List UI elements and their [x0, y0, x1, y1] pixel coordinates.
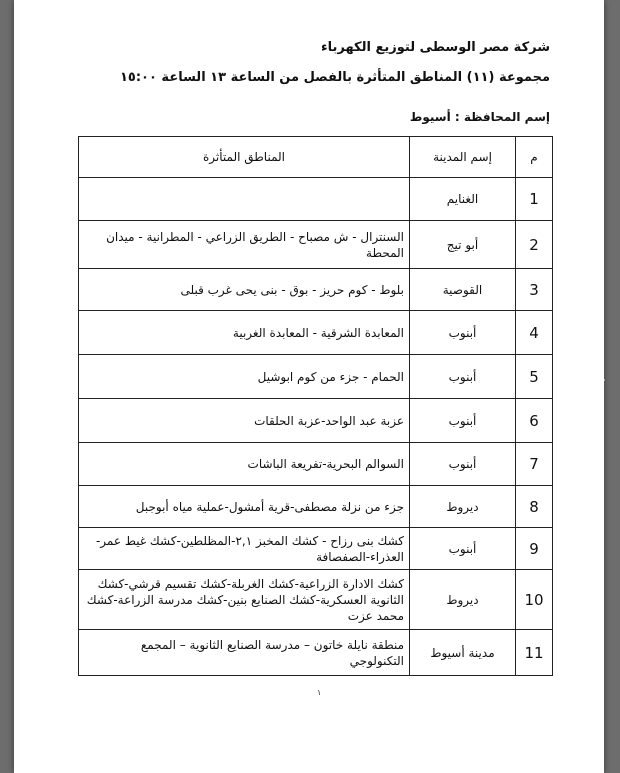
next-page-button[interactable] [580, 356, 610, 404]
governorate-line: إسم المحافظة : أسيوط [409, 110, 550, 124]
table-row [79, 443, 553, 486]
table-row [79, 528, 553, 570]
row-num: 3 [516, 269, 553, 311]
document-page [14, 0, 604, 773]
table-row [79, 399, 553, 443]
row-areas: المعابدة الشرقية - المعابدة الغربية [79, 311, 410, 355]
row-city: الغنايم [410, 178, 516, 221]
row-num: 6 [516, 399, 553, 443]
row-areas: السنترال - ش مصباح - الطريق الزراعي - المطرانية - ميدان المحطة [79, 221, 410, 269]
row-areas: كشك بنى رزاح - كشك المخبز ٢,١-المظلطين-كشك غيط عمر-العذراء-الصفصافة [79, 528, 410, 570]
group-schedule-line: مجموعة (١١) المناطق المتأثرة بالفصل من الساعة ١٣ الساعة ١٥:٠٠ [119, 70, 550, 85]
row-areas: السوالم البحرية-تفريعة الباشات [79, 443, 410, 486]
table-row [79, 570, 553, 630]
table-row [79, 311, 553, 355]
row-areas [79, 178, 410, 221]
row-num: 8 [516, 486, 553, 528]
chevron-left-icon [12, 358, 38, 402]
row-city: مدينة أسيوط [410, 630, 516, 676]
row-areas: منطقة نايلة خاتون – مدرسة الصنايع الثانوية – المجمع التكنولوجي [79, 630, 410, 676]
row-areas: الحمام - جزء من كوم ابوشيل [79, 355, 410, 399]
row-city: أبنوب [410, 399, 516, 443]
row-city: أبنوب [410, 443, 516, 486]
table-row [79, 221, 553, 269]
row-city: أبو تيج [410, 221, 516, 269]
row-city: أبنوب [410, 355, 516, 399]
company-title: شركة مصر الوسطى لتوزيع الكهرباء [320, 40, 550, 55]
row-city: القوصية [410, 269, 516, 311]
row-city: أبنوب [410, 528, 516, 570]
row-num: 1 [516, 178, 553, 221]
chevron-right-icon [582, 358, 608, 402]
page-number: ١ [317, 688, 322, 697]
row-areas: كشك الادارة الزراعية-كشك الغربلة-كشك تقسيم قرشي-كشك الثانوية العسكرية-كشك الصنايع بنين-كشك مدرسة الزراعة-كشك محمد عزت [79, 570, 410, 630]
row-areas: جزء من نزلة مصطفى-قرية أمشول-عملية مياه أبوجبل [79, 486, 410, 528]
row-num: 5 [516, 355, 553, 399]
table-row [79, 630, 553, 676]
table-row [79, 178, 553, 221]
row-city: ديروط [410, 486, 516, 528]
affected-areas-table [78, 136, 553, 676]
row-areas: عزبة عبد الواحد-عزبة الحلقات [79, 399, 410, 443]
header-num: م [516, 137, 553, 178]
row-num: 10 [516, 570, 553, 630]
previous-page-button[interactable] [10, 356, 40, 404]
header-areas: المناطق المتأثرة [79, 137, 410, 178]
row-city: ديروط [410, 570, 516, 630]
table-row [79, 269, 553, 311]
row-num: 7 [516, 443, 553, 486]
row-num: 9 [516, 528, 553, 570]
table-header-row [79, 137, 553, 178]
row-city: أبنوب [410, 311, 516, 355]
header-city: إسم المدينة [410, 137, 516, 178]
row-num: 4 [516, 311, 553, 355]
table-row [79, 355, 553, 399]
row-areas: بلوط - كوم حريز - بوق - بنى يحى غرب قبلى [79, 269, 410, 311]
row-num: 2 [516, 221, 553, 269]
table-row [79, 486, 553, 528]
row-num: 11 [516, 630, 553, 676]
